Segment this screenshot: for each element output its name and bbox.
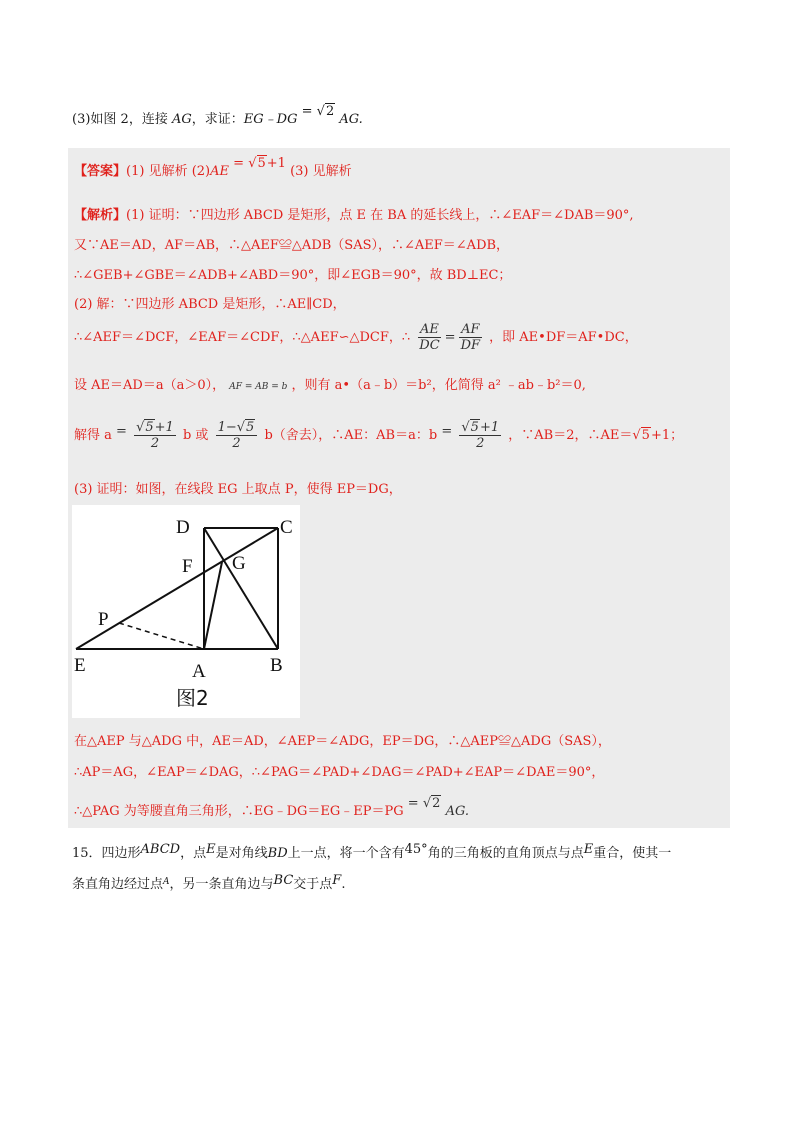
fraction-ratio — [459, 420, 501, 451]
radicand: 2 — [432, 796, 441, 811]
analysis-line-2: 又∵AE＝AD，AF＝AB，∴△AEF≌△ADB（SAS），∴∠AEF＝∠ADB， — [74, 238, 510, 253]
q15-text: 交于点 — [293, 877, 333, 892]
answer-sqrt: √5+1 — [248, 156, 286, 171]
figure-2 — [72, 505, 300, 718]
frac-num: 1−√5 — [216, 420, 258, 436]
q15-text: ，另一条直角边与 — [169, 877, 274, 892]
l7-b2: b（舍去），∴AE：AB＝a：b — [264, 428, 438, 443]
l7-end: +1； — [650, 428, 684, 443]
q15-var: E — [583, 842, 594, 857]
analysis-tag: 【解析】 — [74, 208, 127, 223]
answer-radicand: 5 — [257, 156, 266, 171]
frac-den: 2 — [232, 436, 241, 451]
q15-text: 重合，使其一 — [593, 846, 672, 861]
geometry-diagram — [72, 505, 300, 718]
frac-lead: 1− — [217, 420, 237, 435]
q3-mid: ，求证： — [191, 112, 244, 127]
q15-text: . — [341, 877, 346, 892]
answer-part1: (1) 见解析 (2) — [126, 164, 211, 179]
segment-ag — [204, 562, 222, 649]
l5-eq: = — [444, 330, 456, 345]
segment-pa-dashed — [119, 623, 204, 649]
l11-text: ∴△PAG 为等腰直角三角形，∴EG﹣DG＝EG﹣EP＝PG — [74, 804, 404, 819]
l5-text-a: ∴∠AEF＝∠DCF，∠EAF＝∠CDF，∴△AEF∽△DCF，∴ — [74, 330, 411, 345]
analysis-line-11 — [74, 796, 470, 819]
q15-var: BD — [267, 846, 288, 861]
analysis-line-5 — [74, 322, 638, 353]
fraction-1-minus-sqrt5-over-2 — [216, 420, 258, 451]
fraction-af-df — [459, 322, 482, 353]
q3-tail: AG. — [339, 112, 363, 127]
fraction-ae-dc — [417, 322, 441, 353]
q15-line-1 — [72, 842, 671, 861]
frac-den: 2 — [476, 436, 485, 451]
q15-var: E — [206, 842, 216, 857]
q15-text: 角的三角板的直角顶点与点 — [427, 846, 584, 861]
q3-prompt — [72, 104, 363, 127]
q15-text: ，点 — [180, 846, 207, 861]
q3-sqrt: √2 — [316, 104, 335, 119]
frac-num: √5+1 — [461, 420, 500, 435]
radicand: 5 — [145, 420, 154, 435]
analysis-line-3: ∴∠GEB+∠GBE＝∠ADB+∠ABD＝90°，即∠EGB＝90°，故 BD⊥EC； — [74, 268, 512, 283]
l6-text-a: 设 AE＝AD＝a（a＞0）， — [74, 378, 226, 393]
l6-text-b: ，则有 a•（a﹣b）＝b²，化简得 a² ﹣ab﹣b²＝0, — [291, 378, 586, 393]
q15-text: 条直角边经过点 — [72, 877, 164, 892]
label-c: C — [280, 517, 293, 538]
analysis-l1-text: (1) 证明：∵四边形 ABCD 是矩形，点 E 在 BA 的延长线上，∴∠EAF＝∠DAB＝90°, — [126, 208, 634, 223]
q15-text: 15．四边形 — [72, 846, 141, 861]
analysis-line-1 — [74, 204, 634, 223]
q3-var-ag: AG — [171, 112, 192, 127]
q15-var: F — [332, 873, 342, 888]
q15-var: A — [163, 877, 170, 887]
figure-caption: 图2 — [176, 686, 209, 710]
answer-plus: +1 — [266, 156, 286, 171]
frac-den: DF — [460, 338, 481, 353]
answer-tag: 【答案】 — [74, 164, 127, 179]
label-g: G — [232, 553, 246, 574]
answer-line — [74, 156, 352, 179]
radicand: 5 — [470, 420, 479, 435]
l7-sign1: = — [116, 424, 127, 439]
l7-sign2: = — [441, 424, 453, 439]
analysis-line-4: (2) 解：∵四边形 ABCD 是矩形，∴AE∥CD， — [74, 297, 346, 312]
analysis-line-7 — [74, 404, 683, 451]
frac-den: DC — [419, 338, 440, 353]
q3-radicand: 2 — [325, 104, 335, 119]
label-f: F — [182, 556, 193, 577]
label-d: D — [176, 517, 190, 538]
l7-sqrt: √5 — [632, 428, 650, 443]
answer-eq: = — [233, 156, 245, 171]
label-p: P — [98, 609, 109, 630]
q15-var: 45° — [404, 842, 428, 857]
analysis-line-6 — [74, 374, 586, 393]
l11-sqrt: √2 — [422, 796, 441, 811]
label-a: A — [192, 661, 206, 682]
l7-lead: 解得 a — [74, 428, 112, 443]
segment-ec — [76, 528, 278, 649]
frac-tail: +1 — [479, 420, 500, 435]
analysis-line-10: ∴AP＝AG，∠EAP＝∠DAG，∴∠PAG＝∠PAD+∠DAG＝∠PAD+∠EAP＝∠DAE＝90°， — [74, 765, 605, 780]
fraction-sqrt5-plus1-over-2 — [134, 420, 176, 451]
radicand: 5 — [246, 420, 255, 435]
l7-c: ，∵AB＝2，∴AE＝ — [508, 428, 633, 443]
q3-eq: = — [301, 104, 313, 119]
answer-part3: (3) 见解析 — [290, 164, 352, 179]
q15-var: ABCD — [140, 842, 181, 857]
analysis-line-8: (3) 证明：如图，在线段 EG 上取点 P，使得 EP＝DG， — [74, 482, 402, 497]
l5-text-b: ，即 AE•DF＝AF•DC， — [489, 330, 638, 345]
l11-eq: = — [407, 796, 419, 811]
q15-line-2 — [72, 873, 345, 892]
l7-b1: b 或 — [182, 428, 209, 443]
q15-text: 是对角线 — [215, 846, 268, 861]
l11-end: AG. — [445, 804, 470, 819]
l6-small-eq: AF = AB = b — [229, 382, 288, 392]
frac-num: √5+1 — [136, 420, 174, 435]
q15-var: BC — [273, 873, 294, 888]
analysis-line-9: 在△AEP 与△ADG 中，AE＝AD，∠AEP＝∠ADG，EP＝DG，∴△AEP≌△ADG（SAS）， — [74, 734, 611, 749]
q3-lead: (3)如图 2，连接 — [72, 112, 168, 127]
frac-num: AF — [461, 322, 480, 337]
radicand: 5 — [641, 428, 650, 443]
label-b: B — [270, 655, 283, 676]
frac-tail: +1 — [154, 420, 174, 435]
frac-num: AE — [420, 322, 439, 337]
q15-text: 上一点，将一个含有 — [287, 846, 405, 861]
answer-var: AE — [210, 164, 230, 179]
frac-den: 2 — [150, 436, 160, 451]
q3-expr: EG﹣DG — [243, 112, 298, 127]
segment-bd — [204, 528, 278, 649]
label-e: E — [74, 655, 86, 676]
